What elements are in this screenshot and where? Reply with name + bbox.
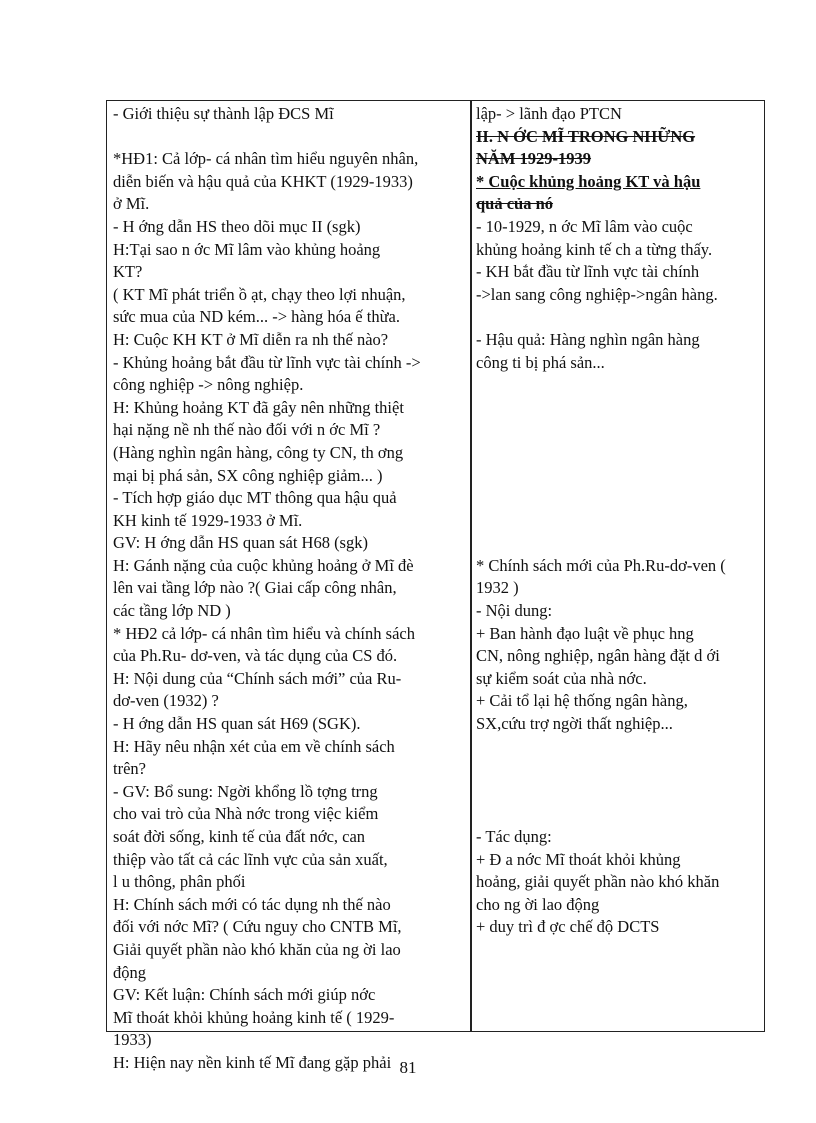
right-text-line <box>476 442 760 465</box>
left-text-line: các tầng lớp ND ) <box>113 601 231 621</box>
right-text-line <box>476 465 760 488</box>
left-text-line: của Ph.Ru- dơ-ven, và tác dụng của CS đó. <box>113 646 398 666</box>
left-text-line: *HĐ1: Cả lớp- cá nhân tìm hiểu nguyên nhân, <box>113 149 419 169</box>
right-text-line <box>476 758 760 781</box>
right-text-line: khủng hoảng kinh tế ch a từng thấy. <box>476 239 713 259</box>
right-text-line <box>476 306 760 329</box>
left-text-line <box>113 126 461 149</box>
right-text-line <box>476 532 760 555</box>
right-text-line: + Ban hành đạo luật về phục hng <box>476 623 694 643</box>
right-text-line <box>476 397 760 420</box>
right-text-line: CN, nông nghiệp, ngân hàng đặt d ới <box>476 646 720 666</box>
left-text-line: H: Chính sách mới có tác dụng nh thế nào <box>113 894 391 914</box>
right-text-line: SX,cứu trợ ngời thất nghiệp... <box>476 714 673 734</box>
left-text-line: H: Hãy nêu nhận xét của em về chính sách <box>113 736 395 756</box>
column-divider <box>470 101 472 1031</box>
right-text-line: - Nội dung: <box>476 601 553 621</box>
left-text-line: Giải quyết phần nào khó khăn của ng ời lao <box>113 939 401 959</box>
right-text-line: sự kiểm soát của nhà nớc. <box>476 668 647 688</box>
right-text-line <box>476 510 760 533</box>
left-text-line: * HĐ2 cả lớp- cá nhân tìm hiểu và chính sách <box>113 623 415 643</box>
right-text-line <box>476 374 760 397</box>
left-text-line: 1933) <box>113 1030 152 1050</box>
left-text-line: cho vai trò của Nhà nớc trong việc kiểm <box>113 804 379 824</box>
right-text-line: hoảng, giải quyết phần nào khó khăn <box>476 872 720 892</box>
left-text-line: - H ớng dẫn HS quan sát H69 (SGK). <box>113 714 361 734</box>
left-text-line: hại nặng nề nh thế nào đối với n ớc Mĩ ? <box>113 420 381 440</box>
left-text-line: ( KT Mĩ phát triển ồ ạt, chạy theo lợi nhuận, <box>113 284 406 304</box>
left-text-line: H: Cuộc KH KT ở Mĩ diễn ra nh thế nào? <box>113 329 389 349</box>
left-text-line: GV: Kết luận: Chính sách mới giúp nớc <box>113 985 376 1005</box>
right-text-line: - Hậu quả: Hàng nghìn ngân hàng <box>476 329 700 349</box>
left-text-line: động <box>113 962 146 982</box>
left-text-line: công nghiệp -> nông nghiệp. <box>113 375 304 395</box>
left-text-line: sức mua của ND kém... -> hàng hóa ế thừa. <box>113 307 400 327</box>
left-text-line: - Khủng hoảng bắt đầu từ lĩnh vực tài chính -> <box>113 352 421 372</box>
right-text-line: lập- > lãnh đạo PTCN <box>476 104 622 123</box>
left-text-line: KH kinh tế 1929-1933 ở Mĩ. <box>113 510 303 530</box>
right-text-line: - 10-1929, n ớc Mĩ lâm vào cuộc <box>476 216 693 236</box>
right-text-line: II. N ỚC MĨ TRONG NHỮNG <box>476 126 696 146</box>
right-text-line: + Đ a nớc Mĩ thoát khỏi khủng <box>476 849 681 869</box>
right-text-line <box>476 487 760 510</box>
left-text-line: trên? <box>113 759 146 779</box>
right-text-line: + Cải tổ lại hệ thống ngân hàng, <box>476 691 688 711</box>
right-text-line: + duy trì đ ợc chế độ DCTS <box>476 917 660 937</box>
left-text-line: đối với nớc Mĩ? ( Cứu nguy cho CNTB Mĩ, <box>113 917 402 937</box>
right-text-line: * Cuộc khủng hoảng KT và hậu <box>476 171 701 191</box>
left-text-line: - GV: Bổ sung: Ngời khổng lồ tợng trng <box>113 781 378 801</box>
right-text-line <box>476 781 760 804</box>
right-text-line: công ti bị phá sản... <box>476 352 605 372</box>
left-text-line: KT? <box>113 262 143 282</box>
left-text-line: Mĩ thoát khỏi khủng hoảng kinh tế ( 1929- <box>113 1007 395 1027</box>
left-text-line: l u thông, phân phối <box>113 872 246 892</box>
left-text-line: lên vai tầng lớp nào ?( Giai cấp công nhân, <box>113 578 397 598</box>
left-text-line: diễn biến và hậu quả của KHKT (1929-1933) <box>113 171 413 191</box>
right-text-line <box>476 736 760 759</box>
left-text-line: - Giới thiệu sự thành lập ĐCS Mĩ <box>113 104 334 123</box>
right-text-line: * Chính sách mới của Ph.Ru-dơ-ven ( <box>476 555 726 575</box>
page-number: 81 <box>399 1058 417 1077</box>
right-text-line: quả của nó <box>476 194 554 214</box>
right-text-line: - KH bắt đầu từ lĩnh vực tài chính <box>476 262 700 282</box>
teaching-activities-column <box>113 103 461 1075</box>
lesson-content-column <box>476 103 760 939</box>
right-text-line: ->lan sang công nghiệp->ngân hàng. <box>476 284 718 304</box>
left-text-line: (Hàng nghìn ngân hàng, công ty CN, th ơng <box>113 442 404 462</box>
left-text-line: soát đời sống, kinh tế của đất nớc, can <box>113 827 366 846</box>
left-text-line: - Tích hợp giáo dục MT thông qua hậu quả <box>113 488 397 508</box>
right-text-line <box>476 419 760 442</box>
left-text-line: H: Hiện nay nền kinh tế Mĩ đang gặp phải <box>113 1052 392 1072</box>
left-text-line: H: Nội dung của “Chính sách mới” của Ru- <box>113 668 402 688</box>
right-text-line: 1932 ) <box>476 578 519 598</box>
right-text-line <box>476 803 760 826</box>
left-text-line: GV: H ớng dẫn HS quan sát H68 (sgk) <box>113 533 368 553</box>
left-text-line: H: Khủng hoảng KT đã gây nên những thiệt <box>113 397 404 417</box>
left-text-line: ở Mĩ. <box>113 194 150 214</box>
left-text-line: H: Gánh nặng của cuộc khủng hoảng ở Mĩ đè <box>113 555 414 575</box>
left-text-line: thiệp vào tất cả các lĩnh vực của sản xuất, <box>113 849 388 869</box>
left-text-line: H:Tại sao n ớc Mĩ lâm vào khủng hoảng <box>113 239 381 259</box>
right-text-line: NĂM 1929-1939 <box>476 149 592 169</box>
right-text-line: cho ng ời lao động <box>476 894 600 914</box>
right-text-line: - Tác dụng: <box>476 827 552 846</box>
left-text-line: dơ-ven (1932) ? <box>113 691 219 711</box>
left-text-line: mại bị phá sản, SX công nghiệp giảm... ) <box>113 465 383 485</box>
left-text-line: - H ớng dẫn HS theo dõi mục II (sgk) <box>113 216 361 236</box>
